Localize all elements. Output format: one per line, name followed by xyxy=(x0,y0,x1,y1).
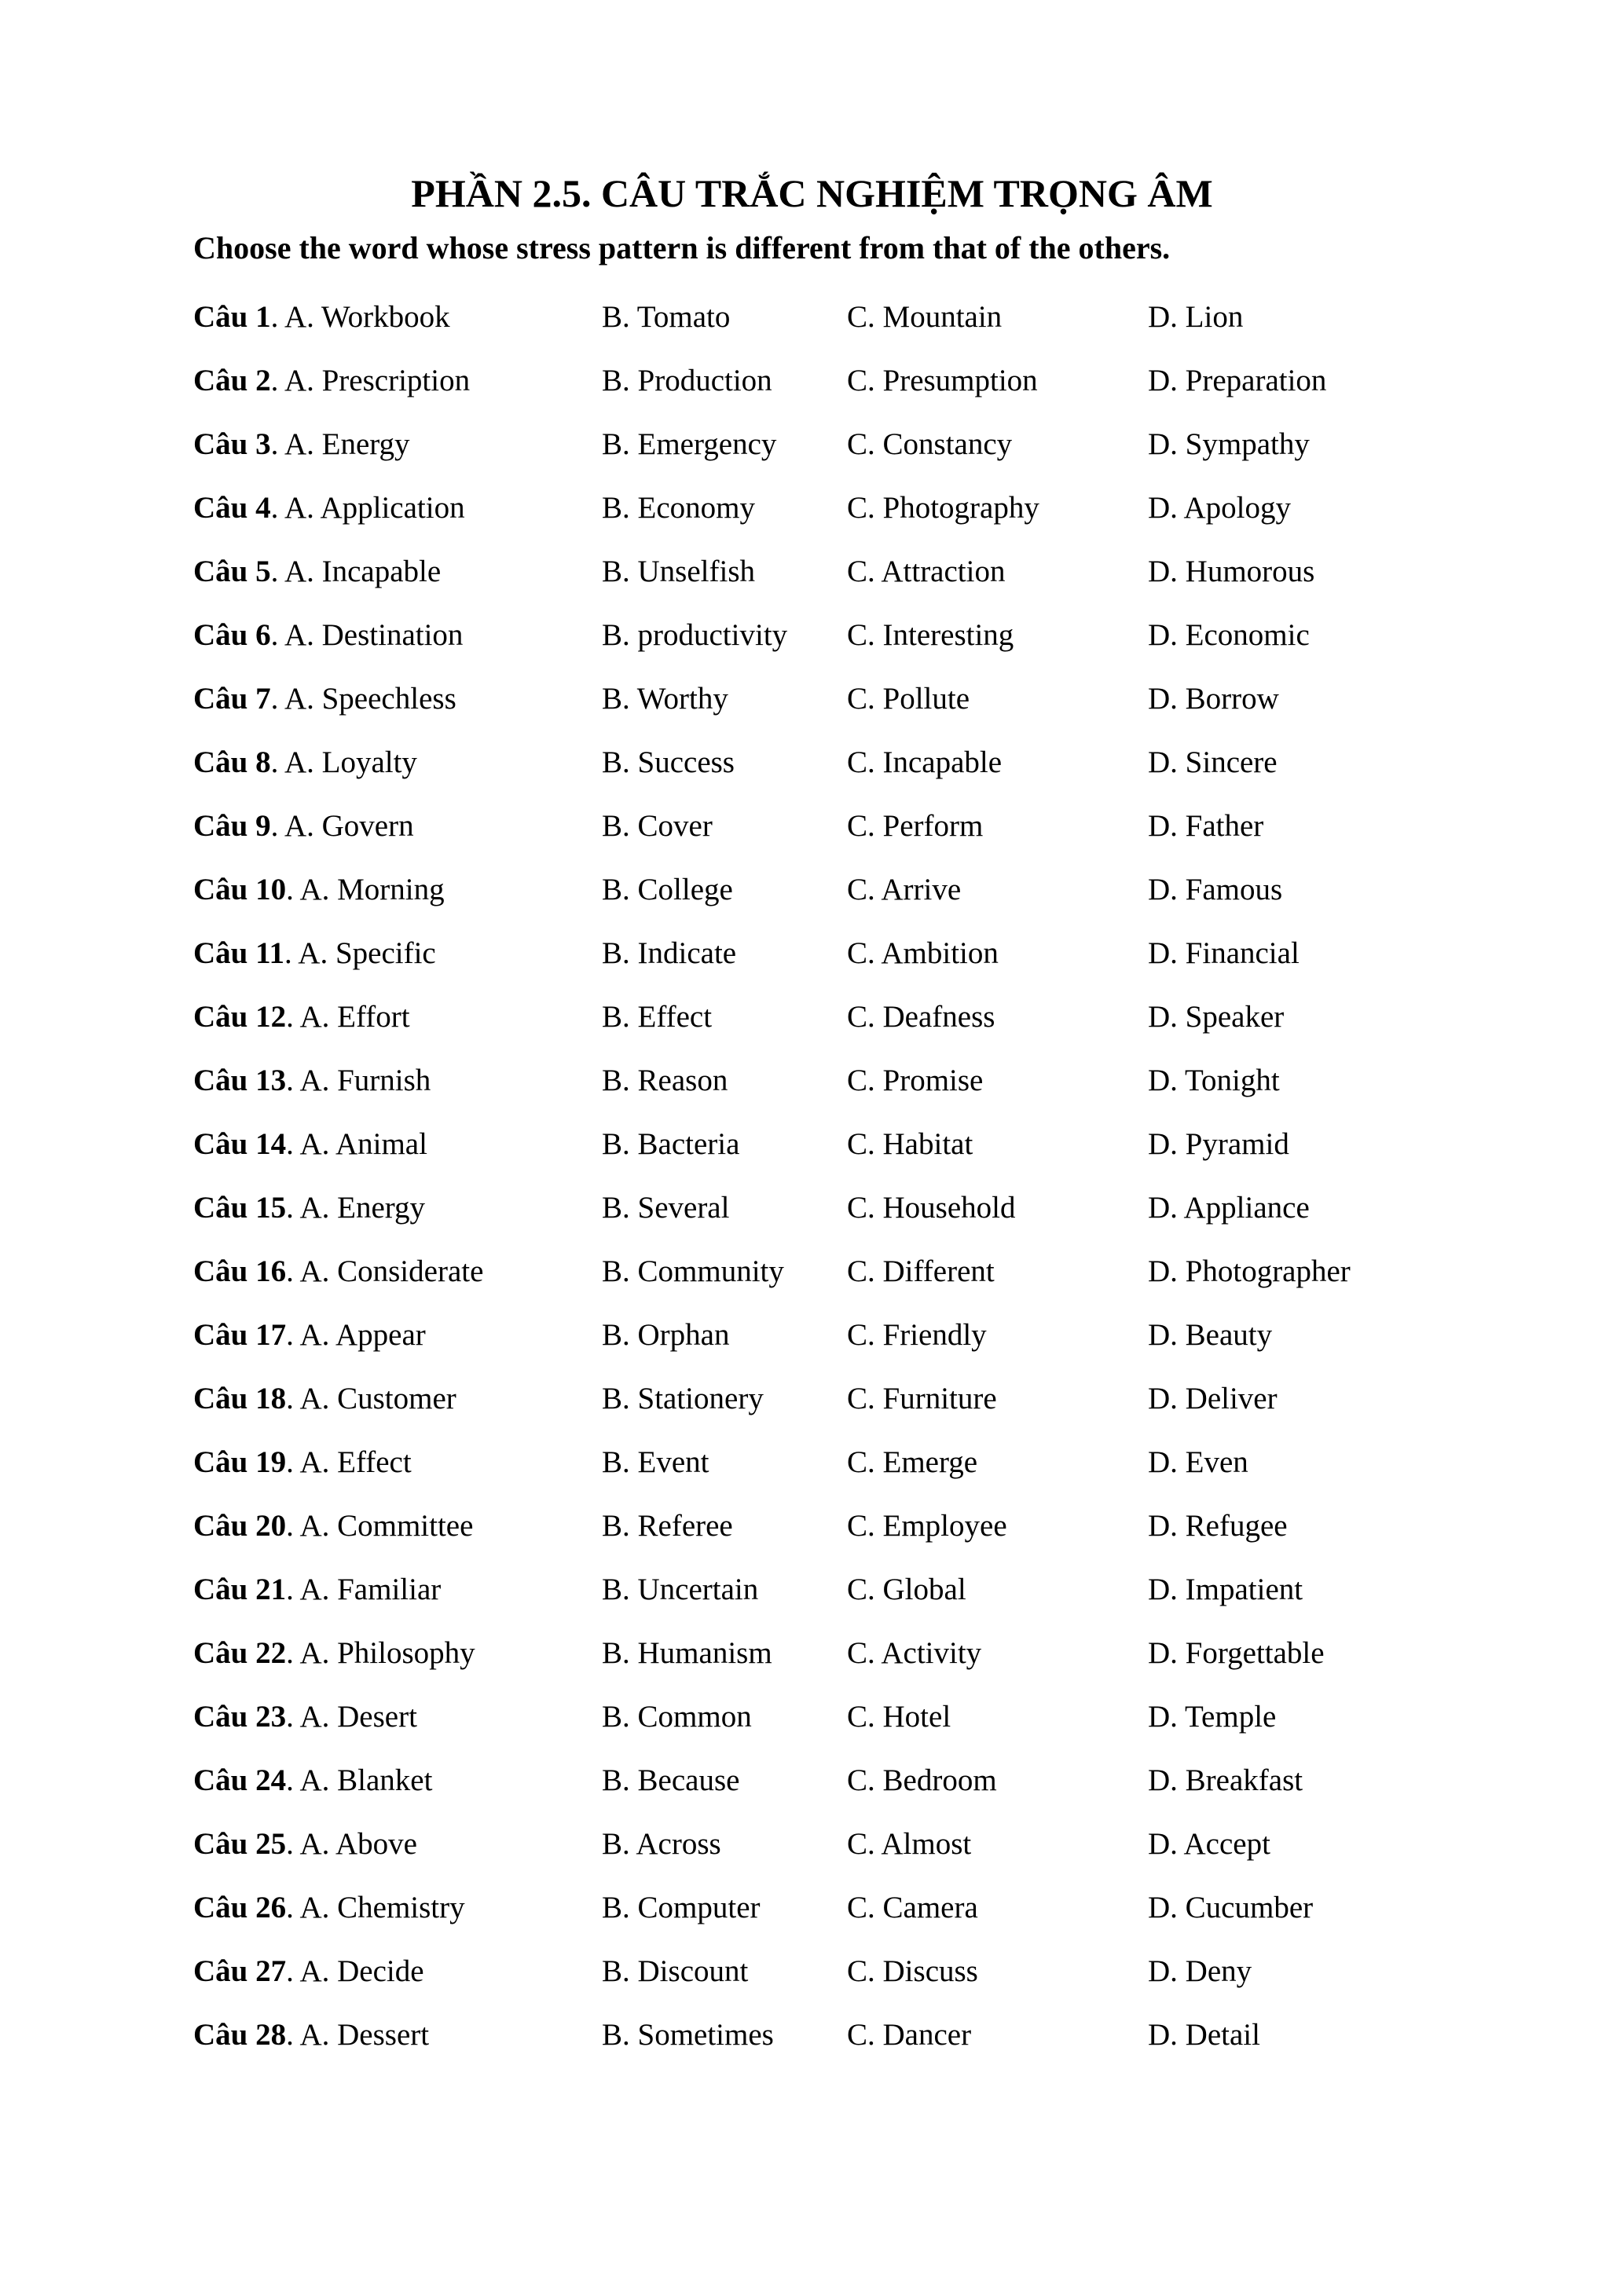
question-first-cell xyxy=(193,1255,602,1289)
option-b: B. Discount xyxy=(602,1954,749,1988)
question-label: Câu 20 xyxy=(193,1508,287,1543)
question-row xyxy=(193,1304,1431,1368)
option-d: D. Famous xyxy=(1148,872,1283,906)
option-a: . A. Furnish xyxy=(286,1063,431,1097)
option-a: . A. Dessert xyxy=(286,2017,430,2052)
question-label: Câu 26 xyxy=(193,1890,287,1924)
option-c: C. Pollute xyxy=(847,681,970,716)
question-label: Câu 13 xyxy=(193,1063,287,1097)
question-row xyxy=(193,1177,1431,1240)
option-b: B. Indicate xyxy=(602,936,737,970)
question-row xyxy=(193,1431,1431,1495)
question-label: Câu 15 xyxy=(193,1190,287,1225)
option-d: D. Sincere xyxy=(1148,745,1278,779)
question-first-cell xyxy=(193,301,602,335)
option-d: D. Financial xyxy=(1148,936,1300,970)
question-first-cell xyxy=(193,555,602,589)
option-b: B. Success xyxy=(602,745,735,779)
option-a: . A. Loyalty xyxy=(270,745,417,779)
question-label: Câu 17 xyxy=(193,1317,287,1352)
question-row xyxy=(193,1113,1431,1177)
option-c: C. Mountain xyxy=(847,299,1003,334)
question-row xyxy=(193,922,1431,986)
option-c: C. Perform xyxy=(847,808,984,843)
question-first-cell xyxy=(193,1637,602,1671)
option-b: B. Production xyxy=(602,363,772,397)
option-b: B. Cover xyxy=(602,808,713,843)
option-d: D. Beauty xyxy=(1148,1317,1273,1352)
question-row xyxy=(193,859,1431,922)
option-d: D. Cucumber xyxy=(1148,1890,1314,1924)
question-first-cell xyxy=(193,1064,602,1098)
option-d: D. Humorous xyxy=(1148,554,1315,588)
option-c: C. Interesting xyxy=(847,617,1014,652)
question-row xyxy=(193,1686,1431,1749)
question-first-cell xyxy=(193,1573,602,1607)
question-row xyxy=(193,1240,1431,1304)
question-row xyxy=(193,1558,1431,1622)
option-d: D. Deliver xyxy=(1148,1381,1278,1415)
question-row xyxy=(193,668,1431,731)
option-b: B. Sometimes xyxy=(602,2017,774,2052)
option-c: C. Camera xyxy=(847,1890,978,1924)
option-b: B. productivity xyxy=(602,617,788,652)
option-a: . A. Familiar xyxy=(286,1572,442,1606)
question-row xyxy=(193,286,1431,350)
option-d: D. Even xyxy=(1148,1445,1248,1479)
option-a: . A. Application xyxy=(270,490,465,525)
question-label: Câu 23 xyxy=(193,1699,287,1734)
option-d: D. Breakfast xyxy=(1148,1763,1303,1797)
question-row xyxy=(193,1368,1431,1431)
question-row xyxy=(193,1749,1431,1813)
option-a: . A. Customer xyxy=(286,1381,456,1415)
question-first-cell xyxy=(193,1891,602,1925)
option-c: C. Incapable xyxy=(847,745,1003,779)
question-label: Câu 11 xyxy=(193,936,284,970)
question-first-cell xyxy=(193,1128,602,1162)
question-row xyxy=(193,604,1431,668)
question-label: Câu 5 xyxy=(193,554,271,588)
option-d: D. Deny xyxy=(1148,1954,1252,1988)
option-b: B. Common xyxy=(602,1699,752,1734)
option-c: C. Ambition xyxy=(847,936,999,970)
option-d: D. Accept xyxy=(1148,1826,1270,1861)
option-c: C. Employee xyxy=(847,1508,1007,1543)
question-label: Câu 25 xyxy=(193,1826,287,1861)
option-b: B. Orphan xyxy=(602,1317,730,1352)
question-first-cell xyxy=(193,1382,602,1416)
option-d: D. Impatient xyxy=(1148,1572,1303,1606)
question-first-cell xyxy=(193,1510,602,1543)
option-a: . A. Speechless xyxy=(270,681,456,716)
question-row xyxy=(193,1940,1431,2004)
question-first-cell xyxy=(193,619,602,653)
option-a: . A. Prescription xyxy=(270,363,471,397)
document-title: PHẦN 2.5. CÂU TRẮC NGHIỆM TRỌNG ÂM xyxy=(411,171,1213,215)
option-b: B. College xyxy=(602,872,733,906)
question-first-cell xyxy=(193,1192,602,1225)
question-label: Câu 14 xyxy=(193,1126,287,1161)
option-d: D. Apology xyxy=(1148,490,1292,525)
option-b: B. Uncertain xyxy=(602,1572,759,1606)
option-a: . A. Decide xyxy=(286,1954,424,1988)
question-first-cell xyxy=(193,1955,602,1989)
option-c: C. Almost xyxy=(847,1826,972,1861)
option-b: B. Several xyxy=(602,1190,730,1225)
question-label: Câu 2 xyxy=(193,363,271,397)
question-first-cell xyxy=(193,1701,602,1734)
question-label: Câu 4 xyxy=(193,490,271,525)
question-first-cell xyxy=(193,873,602,907)
option-c: C. Promise xyxy=(847,1063,984,1097)
question-first-cell xyxy=(193,1446,602,1480)
option-b: B. Effect xyxy=(602,999,713,1034)
option-b: B. Referee xyxy=(602,1508,733,1543)
question-first-cell xyxy=(193,810,602,844)
option-c: C. Different xyxy=(847,1254,995,1288)
question-label: Câu 28 xyxy=(193,2017,287,2052)
option-c: C. Bedroom xyxy=(847,1763,997,1797)
option-d: D. Detail xyxy=(1148,2017,1260,2052)
question-label: Câu 18 xyxy=(193,1381,287,1415)
option-a: . A. Desert xyxy=(286,1699,417,1734)
question-row xyxy=(193,1813,1431,1877)
option-d: D. Refugee xyxy=(1148,1508,1288,1543)
question-first-cell xyxy=(193,364,602,398)
option-c: C. Attraction xyxy=(847,554,1006,588)
option-c: C. Emerge xyxy=(847,1445,978,1479)
option-a: . A. Blanket xyxy=(286,1763,433,1797)
option-a: . A. Chemistry xyxy=(286,1890,465,1924)
option-a: . A. Energy xyxy=(286,1190,426,1225)
question-label: Câu 24 xyxy=(193,1763,287,1797)
question-row xyxy=(193,986,1431,1049)
option-b: B. Reason xyxy=(602,1063,728,1097)
option-a: . A. Above xyxy=(286,1826,417,1861)
question-label: Câu 27 xyxy=(193,1954,287,1988)
option-b: B. Tomato xyxy=(602,299,731,334)
option-b: B. Across xyxy=(602,1826,721,1861)
option-c: C. Arrive xyxy=(847,872,962,906)
question-label: Câu 22 xyxy=(193,1635,287,1670)
question-label: Câu 12 xyxy=(193,999,287,1034)
question-row xyxy=(193,540,1431,604)
option-c: C. Global xyxy=(847,1572,966,1606)
option-d: D. Temple xyxy=(1148,1699,1277,1734)
option-b: B. Economy xyxy=(602,490,755,525)
option-b: B. Computer xyxy=(602,1890,761,1924)
question-first-cell xyxy=(193,428,602,462)
option-a: . A. Effort xyxy=(286,999,410,1034)
option-c: C. Hotel xyxy=(847,1699,951,1734)
question-row xyxy=(193,1877,1431,1940)
option-d: D. Pyramid xyxy=(1148,1126,1289,1161)
option-d: D. Borrow xyxy=(1148,681,1279,716)
instruction-text: Choose the word whose stress pattern is different from that of the others. xyxy=(193,229,1171,265)
option-c: C. Constancy xyxy=(847,427,1013,461)
option-c: C. Household xyxy=(847,1190,1016,1225)
option-a: . A. Energy xyxy=(270,427,410,461)
option-d: D. Appliance xyxy=(1148,1190,1310,1225)
option-a: . A. Specific xyxy=(284,936,436,970)
option-c: C. Discuss xyxy=(847,1954,978,1988)
option-b: B. Community xyxy=(602,1254,784,1288)
question-row xyxy=(193,1049,1431,1113)
option-b: B. Bacteria xyxy=(602,1126,740,1161)
option-a: . A. Committee xyxy=(286,1508,474,1543)
question-row xyxy=(193,731,1431,795)
question-row xyxy=(193,350,1431,413)
question-row xyxy=(193,795,1431,859)
question-row xyxy=(193,2004,1431,2067)
option-d: D. Photographer xyxy=(1148,1254,1351,1288)
option-c: C. Friendly xyxy=(847,1317,987,1352)
question-row xyxy=(193,413,1431,477)
option-a: . A. Morning xyxy=(286,872,445,906)
question-first-cell xyxy=(193,1319,602,1353)
question-row xyxy=(193,1622,1431,1686)
option-a: . A. Appear xyxy=(286,1317,426,1352)
option-d: D. Speaker xyxy=(1148,999,1285,1034)
option-b: B. Because xyxy=(602,1763,740,1797)
option-d: D. Economic xyxy=(1148,617,1310,652)
question-label: Câu 3 xyxy=(193,427,271,461)
option-a: . A. Effect xyxy=(286,1445,412,1479)
option-c: C. Deafness xyxy=(847,999,995,1034)
question-label: Câu 7 xyxy=(193,681,271,716)
option-b: B. Stationery xyxy=(602,1381,764,1415)
option-d: D. Lion xyxy=(1148,299,1244,334)
questions-list xyxy=(193,286,1431,2067)
option-a: . A. Workbook xyxy=(270,299,450,334)
option-c: C. Presumption xyxy=(847,363,1038,397)
question-label: Câu 9 xyxy=(193,808,271,843)
option-b: B. Event xyxy=(602,1445,709,1479)
option-c: C. Habitat xyxy=(847,1126,973,1161)
option-d: D. Preparation xyxy=(1148,363,1327,397)
option-a: . A. Govern xyxy=(270,808,414,843)
question-row xyxy=(193,477,1431,540)
option-a: . A. Philosophy xyxy=(286,1635,475,1670)
question-first-cell xyxy=(193,1001,602,1034)
option-d: D. Forgettable xyxy=(1148,1635,1325,1670)
question-first-cell xyxy=(193,746,602,780)
question-label: Câu 8 xyxy=(193,745,271,779)
option-a: . A. Considerate xyxy=(286,1254,484,1288)
option-d: D. Sympathy xyxy=(1148,427,1310,461)
option-b: B. Emergency xyxy=(602,427,777,461)
option-b: B. Humanism xyxy=(602,1635,772,1670)
question-label: Câu 10 xyxy=(193,872,287,906)
question-first-cell xyxy=(193,492,602,525)
question-label: Câu 16 xyxy=(193,1254,287,1288)
question-first-cell xyxy=(193,1828,602,1862)
question-first-cell xyxy=(193,683,602,716)
option-b: B. Worthy xyxy=(602,681,728,716)
option-c: C. Activity xyxy=(847,1635,982,1670)
question-row xyxy=(193,1495,1431,1558)
option-a: . A. Incapable xyxy=(270,554,442,588)
option-c: C. Photography xyxy=(847,490,1039,525)
option-d: D. Tonight xyxy=(1148,1063,1280,1097)
option-b: B. Unselfish xyxy=(602,554,755,588)
option-a: . A. Destination xyxy=(270,617,464,652)
question-label: Câu 6 xyxy=(193,617,271,652)
option-c: C. Furniture xyxy=(847,1381,997,1415)
option-c: C. Dancer xyxy=(847,2017,972,2052)
question-first-cell xyxy=(193,1764,602,1798)
question-label: Câu 1 xyxy=(193,299,271,334)
question-label: Câu 19 xyxy=(193,1445,287,1479)
question-label: Câu 21 xyxy=(193,1572,287,1606)
question-first-cell xyxy=(193,2019,602,2052)
option-d: D. Father xyxy=(1148,808,1264,843)
question-first-cell xyxy=(193,937,602,971)
option-a: . A. Animal xyxy=(286,1126,427,1161)
